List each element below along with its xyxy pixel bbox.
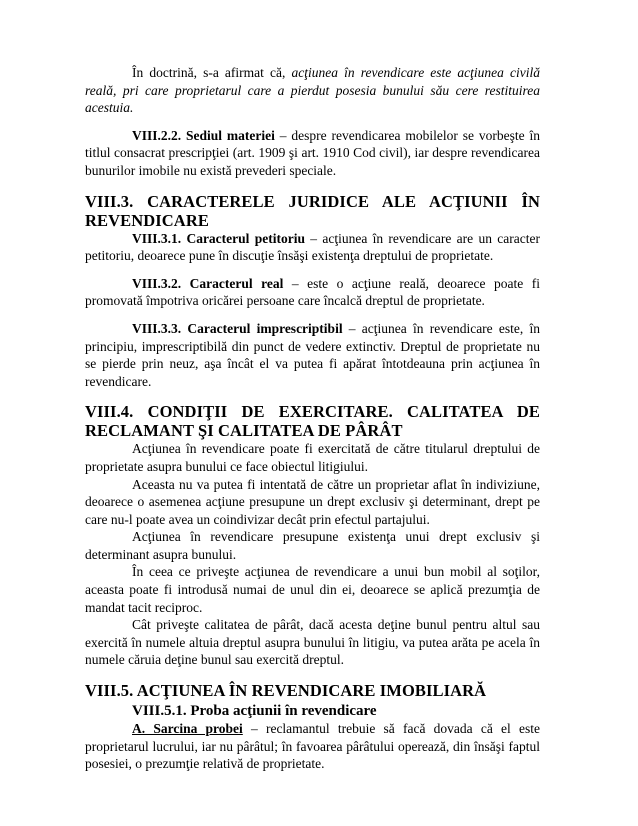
paragraph-caracter-real xyxy=(85,275,540,310)
paragraph-doctrine xyxy=(85,64,540,117)
definition-italic: acţiunea în revendicare este acţiunea civilă reală, pri care proprietarul care a pierdut posesia bunului său cere restituirea acestuia. xyxy=(85,65,540,116)
paragraph-text: – acţiunea în revendicare este, în principiu, imprescriptibilă din punct de vedere extinctiv. Dreptul de proprietate nu se pierde prin neuz, aşa încât el va putea fi apărat întotdeauna prin acţiunea în revendicare. xyxy=(85,320,540,389)
paragraph-soti: În ceea ce priveşte acţiunea de revendicare a unui bun mobil al soţilor, aceasta poate fi introdusă numai de unul din ei, deoarece se aplică prezumţia de mandat tacit reciproc. xyxy=(85,564,540,615)
paragraph-text: În doctrină, s-a afirmat că, xyxy=(132,65,292,80)
paragraph-text: – este o acţiune reală, deoarece poate fi promovată împotriva oricărei persoane care încalcă dreptul de proprietate. xyxy=(85,275,541,309)
document-page xyxy=(85,64,540,773)
paragraph-text: – acţiunea în revendicare are un caracter petitoriu, deoarece pune în discuţie însăşi existenţa dreptului de proprietate. xyxy=(85,230,540,264)
subsection-heading-8-5-1: VIII.5.1. Proba acţiunii în revendicare xyxy=(132,703,377,720)
paragraph-parat: Cât priveşte calitatea de pârât, dacă acesta deţine bunul pentru altul sau exercită în numele altuia dreptul asupra bunului în litigiu, va putea arăta pe acela în numele căruia deţine bunul sau exercită dreptul. xyxy=(85,617,540,668)
paragraph-indiviziune: Aceasta nu va putea fi intentată de către un proprietar aflat în indiviziune, deoarece o asemenea acţiune presupune un drept exclusiv şi determinant, drept pe care nu-l poate avea un coindivizar decât prin efectul partajului. xyxy=(85,476,540,527)
paragraph-sarcina-probei xyxy=(85,720,540,773)
subsection-title: A. Sarcina probei xyxy=(132,721,243,737)
paragraph-text: – despre revendicarea mobilelor se vorbeşte în titlul consacrat prescripţiei (art. 1909 şi art. 1910 Cod civil), iar despre revendicarea bunurilor imobile nu există prevederi speciale. xyxy=(85,127,541,178)
paragraph-caracter-imprescriptibil xyxy=(85,320,540,390)
section-heading-8-5: VIII.5. ACŢIUNEA ÎN REVENDICARE IMOBILIARĂ xyxy=(85,681,487,701)
paragraph-titular: Acţiunea în revendicare poate fi exercitată de către titularul dreptului de proprietate asupra bunului ce face obiectul litigiului. xyxy=(85,441,540,474)
section-heading-8-3: VIII.3. CARACTERELE JURIDICE ALE ACŢIUNII ÎN REVENDICARE xyxy=(85,191,540,230)
paragraph-sediul-materiei xyxy=(85,127,540,180)
subsection-title: VIII.3.1. Caracterul petitoriu xyxy=(132,230,305,246)
section-heading-8-4: VIII.4. CONDIŢII DE EXERCITARE. CALITATEA DE RECLAMANT ŞI CALITATEA DE PÂRÂT xyxy=(85,402,540,441)
subsection-title: VIII.2.2. Sediul materiei xyxy=(132,127,275,143)
paragraph-caracter-petitoriu xyxy=(85,230,540,265)
subsection-title: VIII.3.2. Caracterul real xyxy=(132,275,284,291)
subsection-title: VIII.3.3. Caracterul imprescriptibil xyxy=(132,320,343,336)
paragraph-text: – reclamantul trebuie să facă dovada că el este proprietarul lucrului, iar nu pârâtul; în favoarea pârâtului operează, din însăşi faptul posesiei, o prezumţie relativă de proprietate. xyxy=(85,721,540,772)
paragraph-drept-exclusiv: Acţiunea în revendicare presupune existenţa unui drept exclusiv şi determinant asupra bunului. xyxy=(85,529,540,562)
